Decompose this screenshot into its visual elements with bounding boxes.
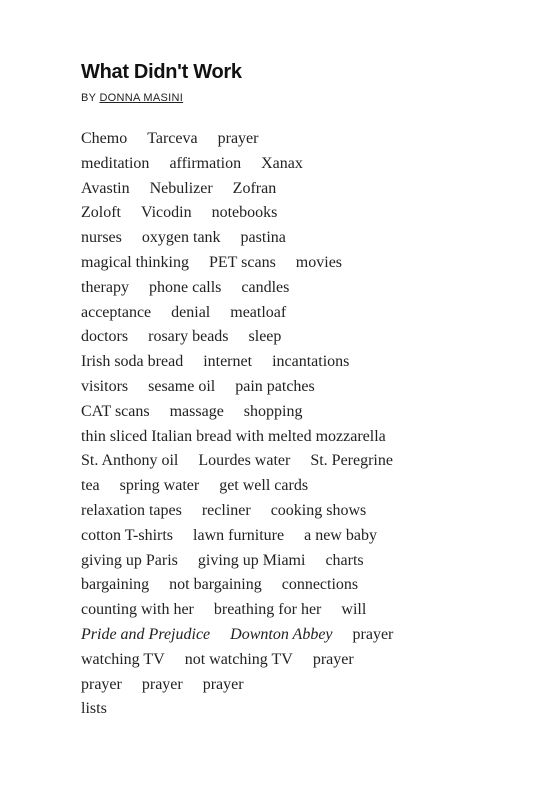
poem-line — [81, 425, 501, 450]
poem-line — [81, 400, 501, 425]
poem-phrase: oxygen tank — [141, 229, 221, 247]
poem-line — [81, 226, 501, 251]
poem-phrase: nurses — [81, 229, 122, 247]
poem-phrase: PET scans — [208, 253, 276, 271]
poem-line — [81, 127, 501, 152]
poem-phrase: magical thinking — [81, 253, 189, 271]
poem-phrase: phone calls — [148, 278, 222, 296]
article — [81, 58, 501, 722]
poem-phrase: lawn furniture — [193, 526, 285, 544]
poem-phrase: prayer — [312, 650, 354, 668]
poem-phrase: rosary beads — [148, 328, 229, 346]
poem-phrase: St. Peregrine — [310, 452, 393, 470]
poem-phrase: sesame oil — [148, 377, 216, 395]
poem-phrase: watching TV — [81, 650, 165, 668]
poem-phrase: doctors — [81, 328, 129, 346]
poem-line — [81, 201, 501, 226]
poem-phrase: cotton T-shirts — [81, 526, 174, 544]
poem-title: What Didn't Work — [81, 61, 242, 83]
poem-phrase: St. Anthony oil — [81, 452, 179, 470]
poem-line — [81, 474, 501, 499]
poem-phrase: charts — [325, 551, 364, 569]
poem-phrase: Tarceva — [147, 130, 198, 147]
poem-phrase: counting with her — [81, 601, 194, 619]
poem-phrase: thin sliced Italian bread with melted mozzarella — [81, 427, 386, 445]
poem-phrase: prayer — [217, 130, 259, 147]
poem-phrase: pain patches — [235, 377, 315, 395]
poem-phrase: get well cards — [219, 477, 309, 495]
poem-phrase: relaxation tapes — [81, 501, 182, 519]
poem-line — [81, 673, 501, 698]
poem-phrase-title: Downton Abbey — [230, 625, 333, 643]
poem-phrase: sleep — [248, 328, 282, 346]
poem-line — [81, 177, 501, 202]
poem-line — [81, 598, 501, 623]
poem-phrase: bargaining — [81, 576, 150, 594]
poem-phrase: Zoloft — [81, 204, 121, 222]
poem-phrase: Avastin — [81, 179, 130, 197]
poem-phrase: recliner — [201, 501, 251, 519]
poem-line — [81, 524, 501, 549]
poem-line — [81, 449, 501, 474]
poem-phrase: cooking shows — [270, 501, 367, 519]
poem-phrase: acceptance — [81, 303, 152, 321]
poem-body — [81, 127, 501, 722]
poem-phrase: meditation — [81, 154, 150, 172]
poem-line — [81, 375, 501, 400]
poem-line — [81, 573, 501, 598]
poem-line — [81, 623, 501, 648]
poem-phrase: Vicodin — [141, 204, 192, 222]
poem-phrase: tea — [81, 477, 100, 495]
poem-line — [81, 648, 501, 673]
poem-phrase: Xanax — [261, 154, 303, 172]
poem-line — [81, 325, 501, 350]
poem-phrase: prayer — [141, 675, 183, 693]
poem-phrase: denial — [171, 303, 211, 321]
poem-phrase: pastina — [240, 229, 286, 247]
poem-phrase: movies — [295, 253, 343, 271]
byline-prefix: BY — [81, 92, 100, 104]
poem-phrase: a new baby — [304, 526, 377, 544]
poem-line — [81, 251, 501, 276]
poem-phrase: massage — [169, 402, 224, 420]
poem-line — [81, 697, 501, 722]
poem-line — [81, 152, 501, 177]
poem-phrase: Lourdes water — [198, 452, 291, 470]
poem-phrase: meatloaf — [230, 303, 287, 321]
poem-line — [81, 301, 501, 326]
poem-phrase: candles — [241, 278, 290, 296]
poem-phrase: Zofran — [232, 179, 277, 197]
poem-phrase: breathing for her — [213, 601, 322, 619]
poem-phrase: CAT scans — [81, 402, 150, 420]
poem-phrase: Nebulizer — [149, 179, 213, 197]
poem-phrase: shopping — [243, 402, 303, 420]
poem-phrase: connections — [281, 576, 359, 594]
poem-phrase: not bargaining — [169, 576, 262, 594]
poem-phrase: giving up Miami — [197, 551, 306, 569]
poem-line — [81, 499, 501, 524]
poem-phrase: prayer — [202, 675, 244, 693]
poem-phrase-title: Pride and Prejudice — [81, 625, 211, 643]
poem-phrase: not watching TV — [184, 650, 293, 668]
poem-phrase: spring water — [119, 477, 200, 495]
poem-phrase: therapy — [81, 278, 129, 296]
poem-phrase: internet — [203, 353, 253, 371]
poem-phrase: affirmation — [169, 154, 242, 172]
poem-phrase: visitors — [81, 377, 129, 395]
poem-phrase: notebooks — [211, 204, 278, 222]
poem-phrase: will — [341, 601, 367, 619]
poem-line — [81, 276, 501, 301]
poem-phrase: incantations — [272, 353, 350, 371]
byline — [81, 92, 501, 104]
poem-line — [81, 350, 501, 375]
poem-phrase: Chemo — [81, 130, 128, 147]
poem-phrase: lists — [81, 700, 107, 718]
poem-phrase: prayer — [352, 625, 394, 643]
poem-phrase: giving up Paris — [81, 551, 178, 569]
poem-phrase: Irish soda bread — [81, 353, 184, 371]
author-link[interactable]: DONNA MASINI — [99, 92, 184, 104]
poem-phrase: prayer — [81, 675, 122, 693]
poem-line — [81, 549, 501, 574]
